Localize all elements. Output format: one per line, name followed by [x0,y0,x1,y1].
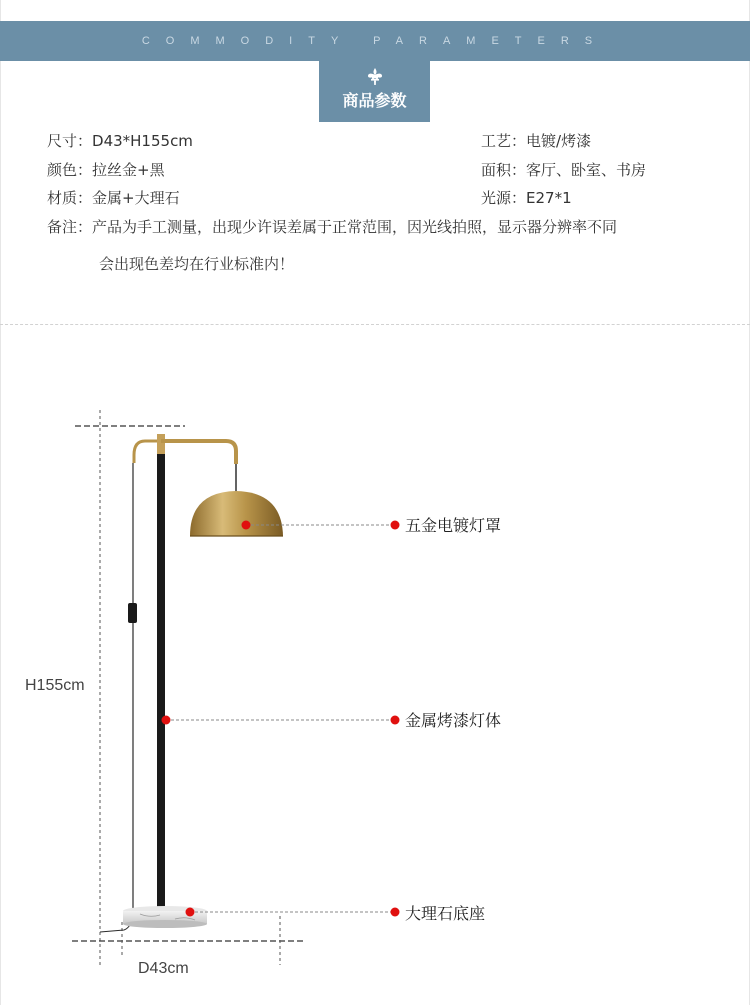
param-color-key: 颜色： [47,161,93,179]
power-cord [134,441,158,463]
param-note-key: 备注： [47,218,93,236]
pole-brass-cap [157,434,165,454]
param-note-line1: 产品为手工测量，出现少许误差属于正常范围，因光线拍照，显示器分辨率不同 [92,218,618,236]
callout-dot-pole-end [391,716,400,725]
height-dimension-guide [72,410,306,968]
param-area-key: 面积： [481,161,527,179]
param-color-value: 拉丝金+黑 [92,161,165,179]
param-area-value: 客厅、卧室、书房 [526,161,647,179]
section-title: 商品参数 [342,91,407,110]
lamp-arm [161,441,236,464]
callout-dot-base-end [391,908,400,917]
callout-dot-shade-end [391,521,400,530]
param-craft-key: 工艺： [481,132,527,150]
param-light-value: E27*1 [526,189,572,207]
callout-dot-pole-start [162,716,171,725]
callout-label-base: 大理石底座 [405,904,486,923]
param-material-key: 材质： [47,189,93,207]
callout-dot-shade-start [242,521,251,530]
param-material-value: 金属+大理石 [92,189,180,207]
callout-dot-base-start [186,908,195,917]
lamp-pole [157,452,165,912]
param-light-key: 光源： [481,189,527,207]
param-note-line2: 会出现色差均在行业标准内！ [99,255,295,273]
lamp-shade [190,491,283,536]
callout-label-shade: 五金电镀灯罩 [405,516,502,535]
param-size-value: D43*H155cm [92,132,193,150]
param-craft-value: 电镀/烤漆 [526,132,592,150]
inline-switch [128,603,137,623]
height-dimension-label: H155cm [25,677,85,694]
diameter-dimension-label: D43cm [138,960,189,977]
section-english-title: COMMODITY PARAMETERS [141,35,609,47]
callout-label-pole: 金属烤漆灯体 [405,711,502,730]
param-size-key: 尺寸： [47,132,93,150]
